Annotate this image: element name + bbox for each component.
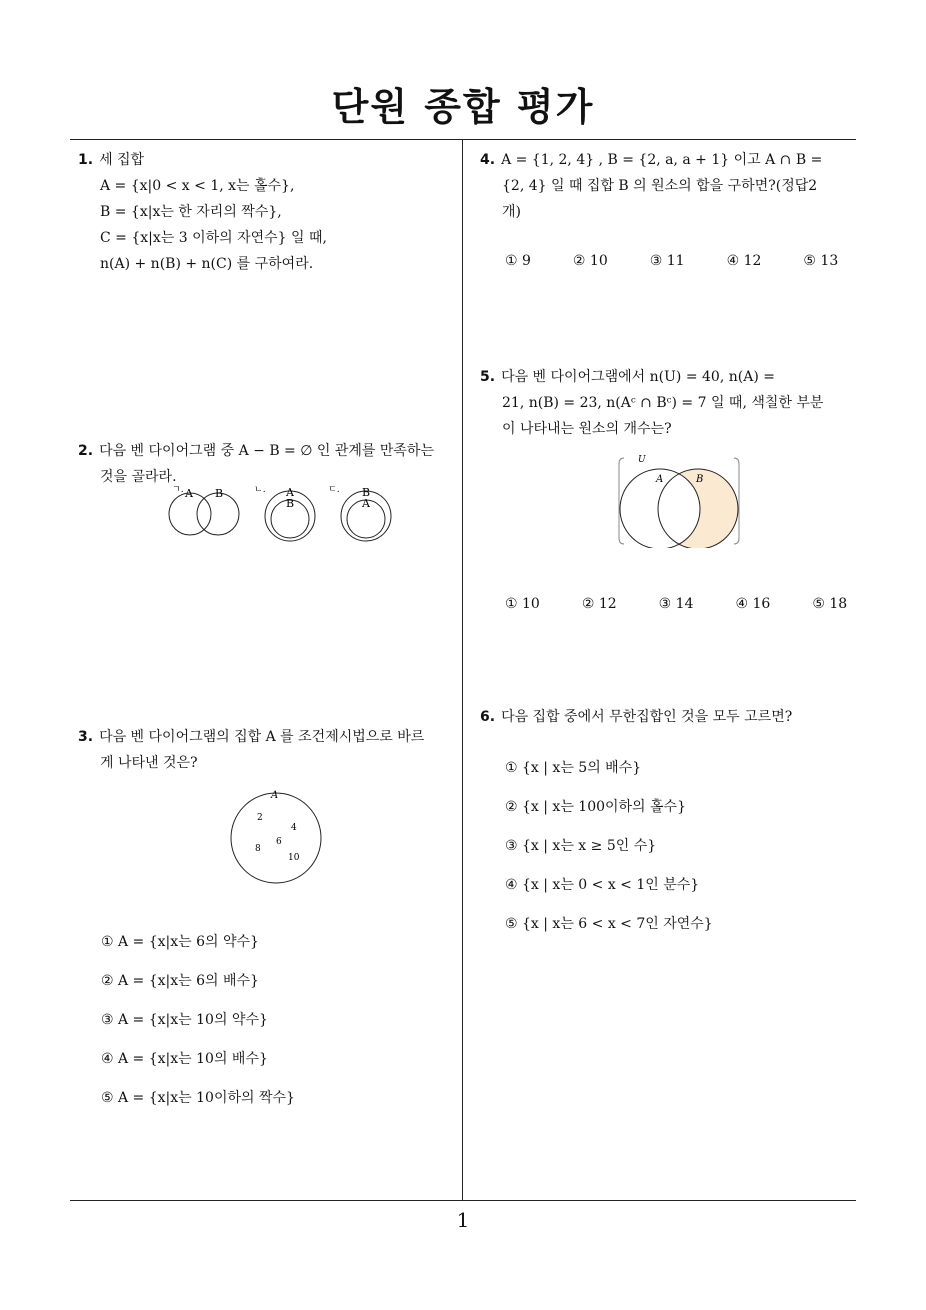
choice[interactable]: ③ 14	[658, 596, 694, 612]
question-3: 3. 다음 벤 다이어그램의 집합 A 를 조건제시법으로 바르 게 나타낸 것은?	[78, 729, 425, 771]
choice[interactable]: ① 9	[505, 253, 531, 269]
question-4: 4. A = {1, 2, 4} , B = {2, a, a + 1} 이고 A ∩ B = {2, 4} 일 때 집합 B 의 원소의 합을 구하면?(정답2 개)	[480, 152, 823, 220]
svg-text:B: B	[215, 487, 224, 500]
diagram-marker: ㄷ.	[328, 485, 340, 495]
svg-text:A: A	[362, 497, 370, 510]
element: 10	[288, 853, 300, 863]
top-rule	[70, 139, 856, 140]
q6-choices	[505, 757, 713, 952]
choice[interactable]: ① 10	[505, 596, 540, 612]
q5-venn-diagram	[616, 452, 742, 548]
question-number: 3.	[78, 729, 94, 745]
question-number: 6.	[480, 709, 496, 725]
svg-text:A: A	[271, 790, 279, 801]
svg-text:B: B	[696, 474, 704, 485]
choice[interactable]: ④ A = {x|x는 10의 배수}	[101, 1051, 268, 1067]
choice[interactable]: ② A = {x|x는 6의 배수}	[101, 973, 259, 989]
q5-choices	[505, 596, 889, 612]
svg-text:B: B	[362, 486, 371, 499]
choice[interactable]: ② {x | x는 100이하의 홀수}	[505, 799, 686, 815]
choice[interactable]: ① A = {x|x는 6의 약수}	[101, 934, 259, 950]
question-6: 6. 다음 집합 중에서 무한집합인 것을 모두 고르면?	[480, 709, 793, 725]
choice[interactable]: ⑤ 18	[812, 596, 848, 612]
svg-text:U: U	[638, 455, 646, 465]
choice[interactable]: ③ {x | x는 x ≥ 5인 수}	[505, 838, 657, 854]
choice[interactable]: ① {x | x는 5의 배수}	[505, 760, 642, 776]
question-number: 4.	[480, 152, 496, 168]
question-2: 2. 다음 벤 다이어그램 중 A − B = ∅ 인 관계를 만족하는 것을 골라라.	[78, 443, 434, 485]
element: 2	[257, 813, 263, 823]
question-1: 1. 세 집합 A = {x|0 < x < 1, x는 홀수}, B = {x|x는 한 자리의 짝수}, C = {x|x는 3 이하의 자연수} 일 때, n(A) + n(B) + n(C) 를 구하여라.	[78, 152, 327, 272]
q2-venn-diagrams	[160, 478, 400, 544]
element: 4	[291, 823, 297, 833]
element: 8	[255, 844, 261, 854]
choice[interactable]: ③ 11	[649, 253, 685, 269]
q4-choices	[505, 253, 880, 269]
diagram-marker: ㄴ.	[254, 485, 266, 495]
choice[interactable]: ④ 16	[735, 596, 771, 612]
choice[interactable]: ④ {x | x는 0 < x < 1인 분수}	[505, 877, 700, 893]
page-title: 단원 종합 평가	[331, 85, 595, 129]
q3-choices	[101, 931, 295, 1126]
question-number: 5.	[480, 369, 496, 385]
question-number: 2.	[78, 443, 94, 459]
choice[interactable]: ④ 12	[726, 253, 762, 269]
choice[interactable]: ③ A = {x|x는 10의 약수}	[101, 1012, 268, 1028]
choice[interactable]: ⑤ 13	[803, 253, 839, 269]
svg-text:A: A	[656, 474, 664, 485]
choice[interactable]: ② 12	[581, 596, 617, 612]
choice[interactable]: ⑤ A = {x|x는 10이하의 짝수}	[101, 1090, 295, 1106]
page-number: 1	[456, 1208, 470, 1232]
choice[interactable]: ⑤ {x | x는 6 < x < 7인 자연수}	[505, 916, 713, 932]
question-number: 1.	[78, 152, 94, 168]
svg-text:A: A	[286, 486, 294, 499]
element: 6	[276, 837, 282, 847]
choice[interactable]: ② 10	[572, 253, 608, 269]
bottom-rule	[70, 1200, 856, 1201]
diagram-marker: ㄱ.	[172, 485, 184, 495]
question-5: 5. 다음 벤 다이어그램에서 n(U) = 40, n(A) = 21, n(B) = 23, n(Aᶜ ∩ Bᶜ) = 7 일 때, 색칠한 부분 이 나타내는 원소의 개수는?	[480, 369, 824, 437]
column-divider	[462, 139, 463, 1201]
svg-text:A: A	[185, 487, 193, 500]
q3-venn-diagram	[225, 788, 327, 886]
svg-text:B: B	[286, 497, 295, 510]
